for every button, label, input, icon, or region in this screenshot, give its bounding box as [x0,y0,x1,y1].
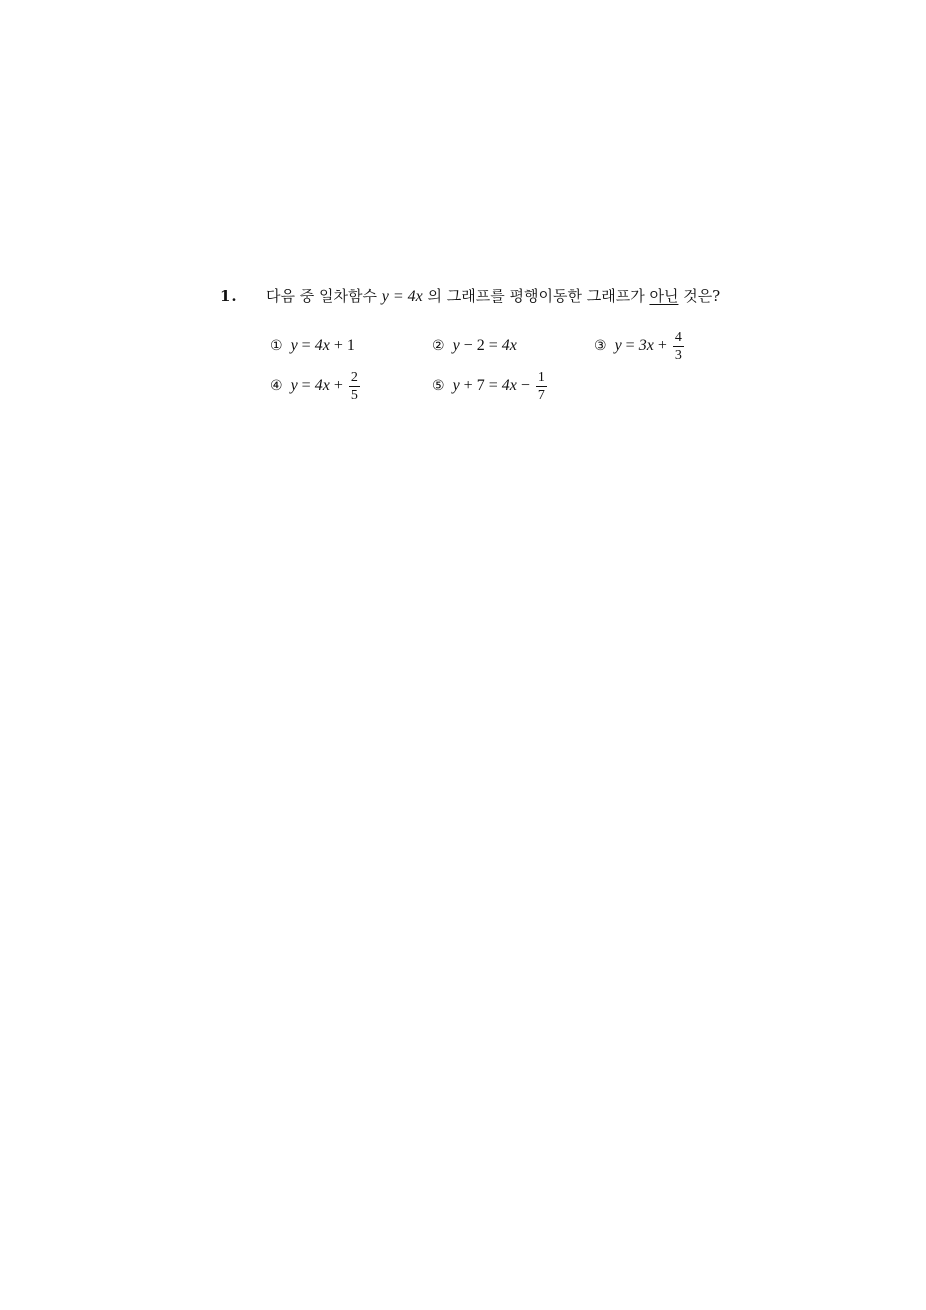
expr-term: 4x [501,337,517,354]
expr-operator: + [333,377,343,394]
choice-5[interactable] [432,368,547,404]
expr-term: y [290,337,298,354]
expr-term: 1 [346,337,355,354]
expr-term: 2 [476,337,485,354]
choice-mark: ④ [270,378,283,394]
choice-2[interactable] [432,328,517,364]
question-underlined-word: 아닌 [649,287,679,305]
fraction-numerator: 1 [537,369,545,385]
expr-term: y [290,377,298,394]
choice-expression [615,330,684,363]
question-text-after: 것은? [678,287,721,305]
question-text-before: 다음 중 일차함수 [266,287,382,305]
choice-expression [291,337,355,355]
question-text [266,284,720,309]
choice-mark: ② [432,338,445,354]
choice-1[interactable] [270,328,355,364]
expr-term: 4x [501,377,517,394]
expr-operator: = [301,337,311,354]
fraction-denominator: 5 [350,387,358,403]
choice-expression [453,337,517,355]
fraction [349,370,360,403]
expr-term: 4x [314,337,330,354]
question-math: y = 4x [381,288,423,305]
expr-term: 4x [314,377,330,394]
expr-term: y [452,377,460,394]
fraction-numerator: 4 [674,329,682,345]
expr-operator: = [301,377,311,394]
expr-operator: − [520,377,530,394]
fraction [536,370,547,403]
expr-term: y [614,337,622,354]
expr-term: 3x [638,337,654,354]
expr-term: y [452,337,460,354]
choice-4[interactable] [270,368,360,404]
choice-mark: ⑤ [432,378,445,394]
expr-operator: = [625,337,635,354]
expr-operator: = [488,337,498,354]
question-number: 1. [220,287,238,305]
choice-mark: ③ [594,338,607,354]
fraction-numerator: 2 [350,369,358,385]
fraction [673,330,684,363]
question-text-middle: 의 그래프를 평행이동한 그래프가 [422,287,650,305]
choice-mark: ① [270,338,283,354]
choice-expression [291,370,360,403]
expr-operator: + [333,337,343,354]
expr-term: 7 [476,377,485,394]
expr-operator: + [657,337,667,354]
fraction-denominator: 3 [674,347,682,363]
expr-operator: = [488,377,498,394]
choice-3[interactable] [594,328,684,364]
problem-block [220,284,780,403]
expr-operator: + [463,377,473,394]
expr-operator: − [463,337,473,354]
question-stem [220,284,780,308]
choice-expression [453,370,547,403]
fraction-denominator: 7 [537,387,545,403]
